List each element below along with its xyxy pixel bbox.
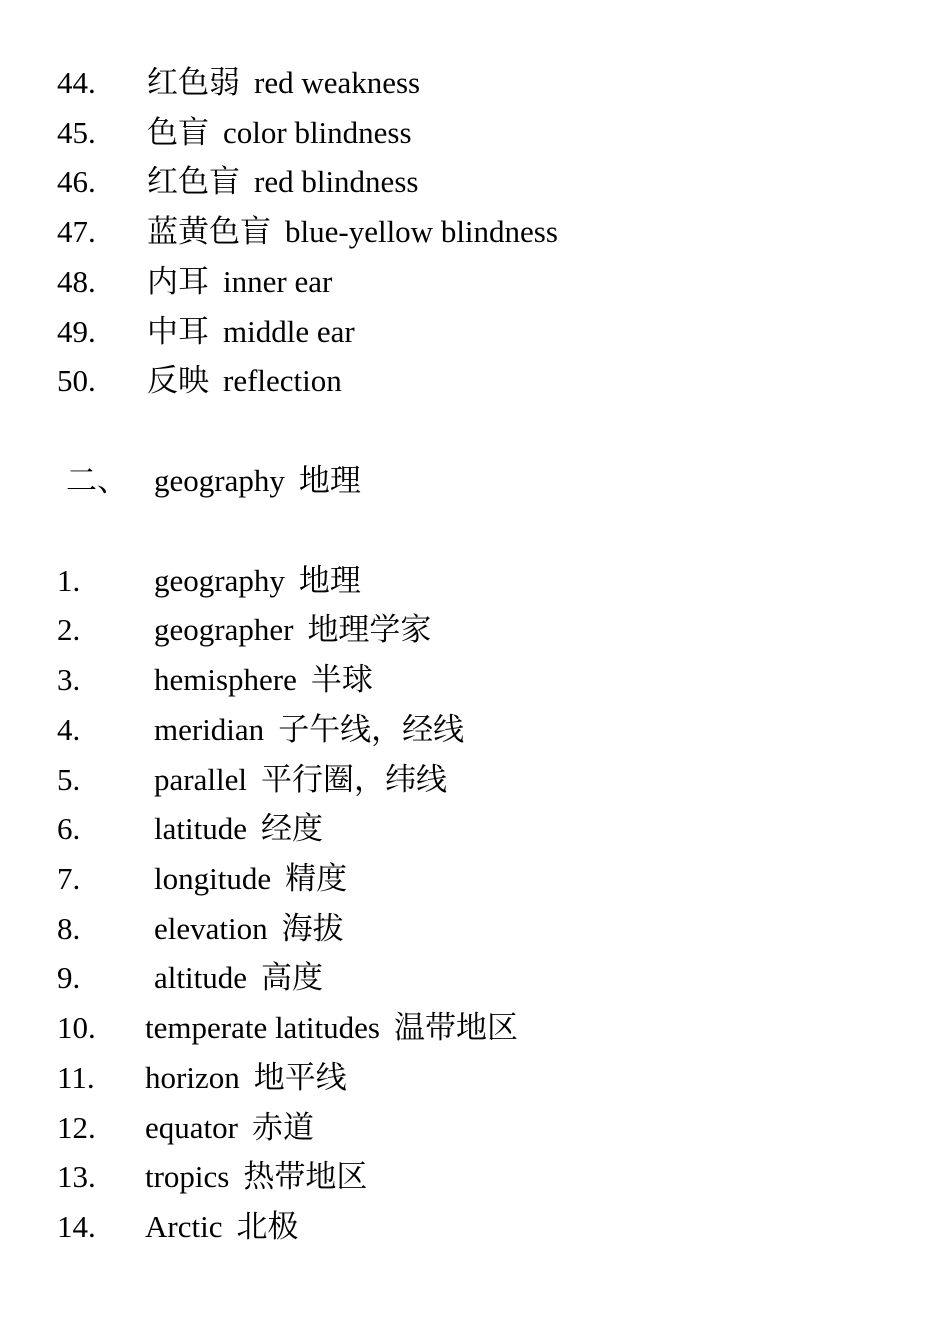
item-number: 1. <box>57 563 81 598</box>
term-chinese: 红色弱 <box>147 65 240 100</box>
item-number: 49. <box>57 314 96 349</box>
term-chinese: 红色盲 <box>147 164 240 199</box>
term-chinese: 海拔 <box>281 911 344 946</box>
term-english: longitude <box>154 861 272 896</box>
item-text <box>145 1058 347 1098</box>
term-chinese: 中耳 <box>147 314 209 349</box>
term-chinese: 热带地区 <box>243 1159 368 1194</box>
term-english: equator <box>145 1110 238 1145</box>
item-number: 48. <box>57 264 96 299</box>
item-number: 13. <box>57 1159 96 1194</box>
term-english: Arctic <box>145 1209 223 1244</box>
term-chinese: 半球 <box>310 662 373 697</box>
item-text <box>154 958 323 998</box>
item-number: 50. <box>57 363 96 398</box>
item-number: 2. <box>57 612 81 647</box>
item-text <box>154 909 344 949</box>
section-title-english: geography <box>154 463 285 498</box>
item-number: 3. <box>57 662 81 697</box>
term-english: temperate latitudes <box>145 1010 380 1045</box>
item-text <box>145 1157 367 1197</box>
item-number: 7. <box>57 861 81 896</box>
item-text <box>147 162 418 202</box>
item-number: 8. <box>57 911 81 946</box>
term-chinese: 地理 <box>298 563 361 598</box>
item-text <box>147 312 355 352</box>
term-chinese: 内耳 <box>147 264 209 299</box>
item-text <box>154 610 431 650</box>
item-text <box>154 859 347 899</box>
term-english: blue-yellow blindness <box>285 214 558 249</box>
item-text <box>147 262 332 302</box>
term-chinese: 地平线 <box>253 1060 347 1095</box>
term-english: elevation <box>154 911 268 946</box>
item-text <box>145 1008 518 1048</box>
term-english: inner ear <box>223 264 333 299</box>
term-english: horizon <box>145 1060 240 1095</box>
item-number: 4. <box>57 712 81 747</box>
term-english: red weakness <box>254 65 421 100</box>
item-text <box>154 660 373 700</box>
term-english: reflection <box>223 363 342 398</box>
item-text <box>154 760 447 800</box>
item-number: 45. <box>57 115 96 150</box>
term-english: meridian <box>154 712 265 747</box>
term-chinese: 平行圈，纬线 <box>260 762 447 797</box>
item-text <box>147 361 342 401</box>
item-number: 11. <box>57 1060 95 1095</box>
item-number: 44. <box>57 65 96 100</box>
item-number: 47. <box>57 214 96 249</box>
term-chinese: 蓝黄色盲 <box>147 214 271 249</box>
term-chinese: 温带地区 <box>393 1010 518 1045</box>
term-english: hemisphere <box>154 662 297 697</box>
item-text <box>154 809 323 849</box>
item-text <box>147 63 420 103</box>
item-number: 12. <box>57 1110 96 1145</box>
section-number: 二、 <box>66 463 128 498</box>
item-number: 6. <box>57 811 81 846</box>
item-text <box>145 1108 314 1148</box>
term-english: red blindness <box>254 164 419 199</box>
item-number: 14. <box>57 1209 96 1244</box>
term-chinese: 色盲 <box>147 115 209 150</box>
term-chinese: 地理学家 <box>307 612 432 647</box>
section-title <box>154 461 361 501</box>
term-chinese: 高度 <box>260 960 323 995</box>
item-text <box>145 1207 298 1247</box>
item-text <box>154 561 361 601</box>
item-number: 5. <box>57 762 81 797</box>
term-english: geographer <box>154 612 294 647</box>
term-english: geography <box>154 563 285 598</box>
term-english: color blindness <box>223 115 412 150</box>
item-number: 9. <box>57 960 81 995</box>
term-english: middle ear <box>223 314 355 349</box>
term-chinese: 北极 <box>236 1209 299 1244</box>
item-number: 46. <box>57 164 96 199</box>
term-english: altitude <box>154 960 247 995</box>
term-chinese: 经度 <box>260 811 323 846</box>
term-english: tropics <box>145 1159 230 1194</box>
term-chinese: 反映 <box>147 363 209 398</box>
item-text <box>147 212 558 252</box>
term-english: parallel <box>154 762 247 797</box>
term-chinese: 赤道 <box>251 1110 314 1145</box>
term-chinese: 子午线，经线 <box>278 712 465 747</box>
section-title-chinese: 地理 <box>298 463 361 498</box>
item-text <box>147 113 412 153</box>
item-text <box>154 710 464 750</box>
term-english: latitude <box>154 811 247 846</box>
term-chinese: 精度 <box>285 861 348 896</box>
item-number: 10. <box>57 1010 96 1045</box>
